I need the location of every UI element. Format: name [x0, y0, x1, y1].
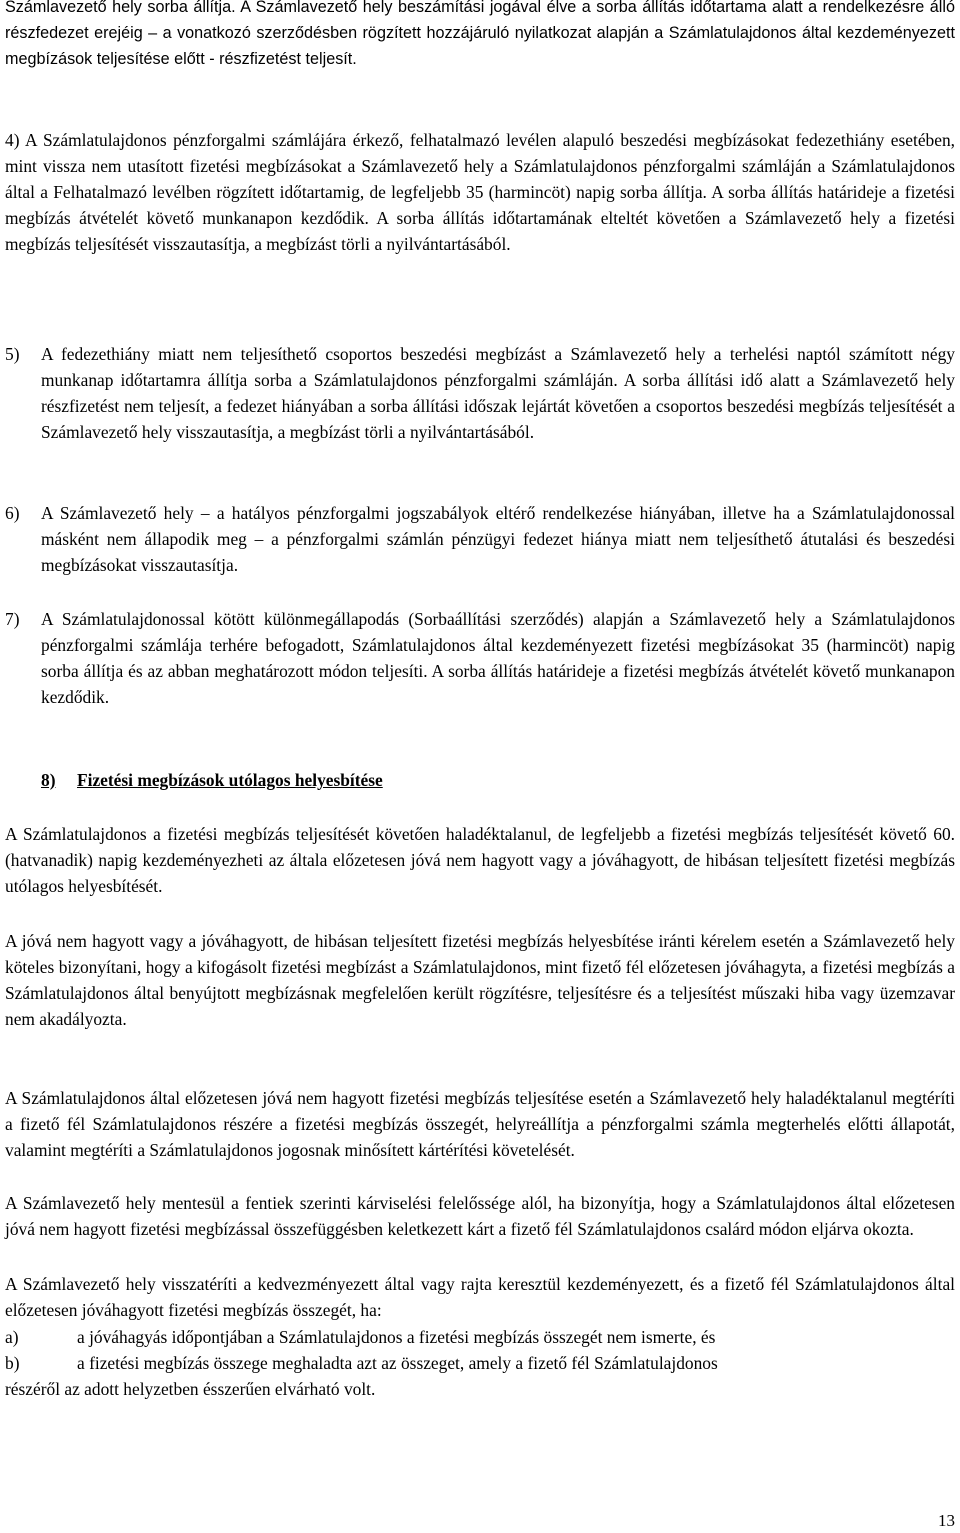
- item-6-number: 6): [5, 503, 20, 523]
- list-item-a-text: a jóváhagyás időpontjában a Számlatulajdonos a fizetési megbízás összegét nem ismerte, és: [77, 1327, 716, 1347]
- item-7-text: A Számlatulajdonossal kötött különmegállapodás (Sorbaállítási szerződés) alapján a Számlavezető hely a Számlatulajdonos pénzforgalmi számlája terhére befogadott, Számlatulajdonos által kezdeményezett fizetési megbízásokat 35 (harmincöt) napig sorba állítja és az abban meghatározott módon teljesíti. A sorba állítás határideje a fizetési megbízás átvételét követő munkanapon kezdődik.: [41, 609, 955, 707]
- list-item-a-label: a): [5, 1327, 19, 1347]
- section-8-heading: [41, 767, 383, 793]
- item-7: [5, 606, 955, 710]
- list-continuation: részéről az adott helyzetben ésszerűen elvárható volt.: [5, 1379, 376, 1399]
- item-6: [5, 500, 955, 578]
- paragraph-1: A Számlatulajdonos a fizetési megbízás teljesítését követően haladéktalanul, de legfeljebb a fizetési megbízás teljesítését követő 60. (hatvanadik) napig kezdeményezheti az általa előzetesen jóvá nem hagyott vagy a jóváhagyott, de hibásan teljesített fizetési megbízás utólagos helyesbítését.: [5, 824, 955, 896]
- item-6-text: A Számlavezető hely – a hatályos pénzforgalmi jogszabályok eltérő rendelkezése hiányában, illetve ha a Számlatulajdonossal másként nem állapodik meg – a pénzforgalmi számlán pénzügyi fedezet hiánya miatt nem teljesíthető átutalási és beszedési megbízásokat visszautasítja.: [41, 503, 955, 575]
- paragraph-2: A jóvá nem hagyott vagy a jóváhagyott, de hibásan teljesített fizetési megbízás helyesbítése iránti kérelem esetén a Számlavezető hely köteles bizonyítani, hogy a kifogásolt fizetési megbízást a Számlatulajdonos, mint fizető fél előzetesen jóváhagyta, a fizetési megbízás a Számlatulajdonos által benyújtott megbízásnak megfelelően került rögzítésre, teljesítésre és a teljesítést műszaki hiba vagy üzemzavar nem akadályozta.: [5, 931, 955, 1029]
- item-5-text: A fedezethiány miatt nem teljesíthető csoportos beszedési megbízást a Számlavezető hely a terhelési naptól számított négy munkanap időtartamra állítja sorba a Számlatulajdonos pénzforgalmi számláján. A sorba állítási idő alatt a Számlavezető hely részfizetést nem teljesít, a fedezet hiányában a sorba állítási időszak lejártát követően a csoportos beszedési megbízás teljesítését a Számlavezető hely visszautasítja, a megbízást törli a nyilvántartásából.: [41, 344, 955, 442]
- paragraph-4: A Számlavezető hely mentesül a fentiek szerinti kárviselési felelőssége alól, ha bizonyítja, hogy a Számlatulajdonos által előzetesen jóvá nem hagyott fizetési megbízással összefüggésben keletkezett kárt a fizető fél Számlatulajdonos csalárd módon eljárva okozta.: [5, 1193, 955, 1239]
- section-8-number: 8): [41, 770, 56, 790]
- section-8-title: Fizetési megbízások utólagos helyesbítése: [77, 770, 383, 790]
- item-7-number: 7): [5, 609, 20, 629]
- intro-paragraph: Számlavezető hely sorba állítja. A Számlavezető hely beszámítási jogával élve a sorba állítás időtartama alatt a rendelkezésre álló részfedezet erejéig – a vonatkozó szerződésben rögzített hozzájáruló nyilatkozat alapján a Számlatulajdonos által kezdeményezett megbízások teljesítése előtt - részfizetést teljesít.: [5, 0, 955, 68]
- paragraph-3: A Számlatulajdonos által előzetesen jóvá nem hagyott fizetési megbízás teljesítése esetén a Számlavezető hely haladéktalanul megtéríti a fizető fél Számlatulajdonos részére a fizetési megbízás összegét, helyreállítja a pénzforgalmi számla megterhelés előtti állapotát, valamint megtéríti a Számlatulajdonos jogosnak minősített kártérítési követelését.: [5, 1088, 955, 1160]
- list-item-b-label: b): [5, 1353, 20, 1373]
- item-5: [5, 341, 955, 445]
- item-4-text: 4) A Számlatulajdonos pénzforgalmi számlájára érkező, felhatalmazó levélen alapuló beszedési megbízásokat fedezethiány esetében, mint vissza nem utasított fizetési megbízásokat a Számlavezető hely a Számlatulajdonos pénzforgalmi számláján a Számlatulajdonos által a Felhatalmazó levélben rögzített időtartamig, de legfeljebb 35 (harmincöt) napig sorba állítja. A sorba állítás határideje a fizetési megbízás átvételét követő munkanapon kezdődik. A sorba állítás időtartamának elteltét követően a Számlavezető hely a fizetési megbízás teljesítését visszautasítja, a megbízást törli a nyilvántartásából.: [5, 130, 955, 254]
- list-item-a: [5, 1324, 955, 1350]
- item-5-number: 5): [5, 344, 20, 364]
- paragraph-5: A Számlavezető hely visszatéríti a kedvezményezett által vagy rajta keresztül kezdeményezett, és a fizető fél Számlatulajdonos által előzetesen jóváhagyott fizetési megbízás összegét, ha:: [5, 1274, 955, 1320]
- page-number: 13: [938, 1511, 955, 1530]
- item-4-paragraph: [5, 127, 955, 257]
- list-item-b-text: a fizetési megbízás összege meghaladta azt az összeget, amely a fizető fél Számlatulajdonos: [77, 1353, 718, 1373]
- list-item-b: [5, 1350, 955, 1376]
